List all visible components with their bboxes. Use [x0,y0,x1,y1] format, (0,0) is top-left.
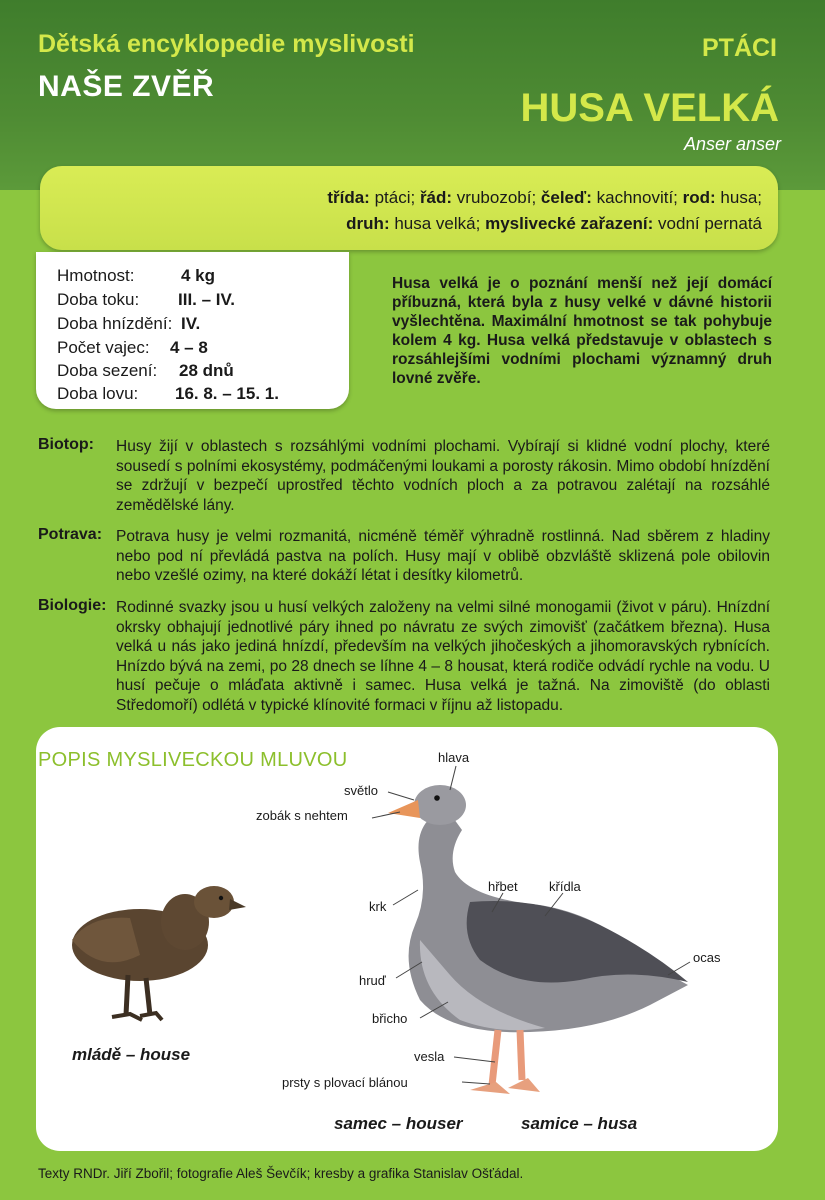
caption-female: samice – husa [521,1114,638,1133]
trida-value: ptáci; [374,188,416,207]
rod-value: husa; [720,188,762,207]
label-hrbet: hřbet [488,879,518,894]
label-kridla: křídla [549,879,581,894]
gosling-illustration [72,886,246,1020]
caption-young: mládě – house [72,1045,191,1064]
fact-label: Doba sezení: [57,361,158,380]
fact-value: 28 dnů [179,361,234,380]
fact-label: Doba toku: [57,290,140,309]
fact-value: IV. [181,314,201,333]
celed-label: čeleď: [540,188,592,207]
rod-label: rod: [682,188,716,207]
fact-label: Počet vajec: [57,338,150,357]
rad-value: vrubozobí; [456,188,537,207]
potrava-text: Potrava husy je velmi rozmanitá, nicméně téměř výhradně rostlinná. Nad sběrem z hladiny nebo pod ní převládá pastva na polích. Husy mají v oblibě obzvláště sklizená pole obilovin nebo vzešlé ozimy, na které dokáží létat i desítky kilometrů. [116,528,770,584]
intro-text: Husa velká je o poznání menší než její domácí příbuzná, která byla z husy velké v dávné historii vyšlechtěna. Maximální hmotnost se tak pohybuje kolem 4 kg. Husa velká představuje v oblastech s rozsáhlejšími vodními plochami významný druh lovné zvěře. [392,275,772,387]
label-hlava: hlava [438,750,470,765]
species-title: HUSA VELKÁ [520,86,779,130]
rad-label: řád: [419,188,453,207]
fact-value: III. – IV. [178,290,236,309]
celed-value: kachnovití; [596,188,678,207]
fact-label: Doba hnízdění: [57,314,173,333]
biologie-label: Biologie: [38,597,107,614]
diagram-title: POPIS MYSLIVECKOU MLUVOU [38,749,348,771]
label-prsty: prsty s plovací blánou [282,1075,408,1090]
label-ocas: ocas [693,950,721,965]
fact-label: Hmotnost: [57,266,135,285]
label-svetlo: světlo [344,783,378,798]
fact-label: Doba lovu: [57,384,139,403]
druh-value: husa velká; [394,214,481,233]
goose-illustration [388,785,688,1094]
zarazeni-value: vodní pernatá [658,214,762,233]
potrava-label: Potrava: [38,526,103,543]
fact-value: 4 kg [181,266,216,285]
section-label: PTÁCI [702,34,777,62]
book-title: NAŠE ZVĚŘ [38,70,215,103]
caption-male: samec – houser [334,1114,463,1133]
druh-label: druh: [346,214,390,233]
label-hrud: hruď [359,973,386,988]
zarazeni-label: myslivecké zařazení: [485,214,654,233]
biotop-text: Husy žijí v oblastech s rozsáhlými vodními plochami. Vybírají si klidné vodní plochy, které sousedí s polními ekosystémy, podmáčenými loukami a porosty rákosin. Mimo období hnízdění se zdržují v bezpečí uprostřed těchto vodních ploch a za potravou zalétají na rozsáhlé zemědělské lány. [116,438,770,514]
biologie-text: Rodinné svazky jsou u husí velkých založeny na velmi silné monogamii (život v páru). Hnízdní okrsky obhajují jednotlivé páry ihned po návratu ze svých zimovišť (začátkem března). Husa velká u nás jako jediná hnízdí, především na velkých jihočeských a jihomoravských rybnících. Hnízdo bývá na zemi, po 28 dnech se líhne 4 – 8 housat, která rodiče odvádí rychle na vodu. U husí pečuje o mláďata aktivně i samec. Husa velká je tažná. Na zimoviště (do oblasti Středomoří) odlétá v typické klínovité formaci v říjnu až listopadu. [116,599,770,714]
label-bricho: břicho [372,1011,408,1026]
label-krk: krk [369,899,387,914]
label-vesla: vesla [414,1049,445,1064]
trida-label: třída: [327,188,370,207]
series-title: Dětská encyklopedie myslivosti [38,30,415,58]
biotop-label: Biotop: [38,436,94,453]
latin-name: Anser anser [683,134,781,154]
label-zobak: zobák s nehtem [256,808,348,823]
fact-value: 4 – 8 [170,338,208,357]
credits: Texty RNDr. Jiří Zbořil; fotografie Aleš Ševčík; kresby a grafika Stanislav Ošťádal. [38,1166,524,1181]
fact-value: 16. 8. – 15. 1. [175,384,279,403]
